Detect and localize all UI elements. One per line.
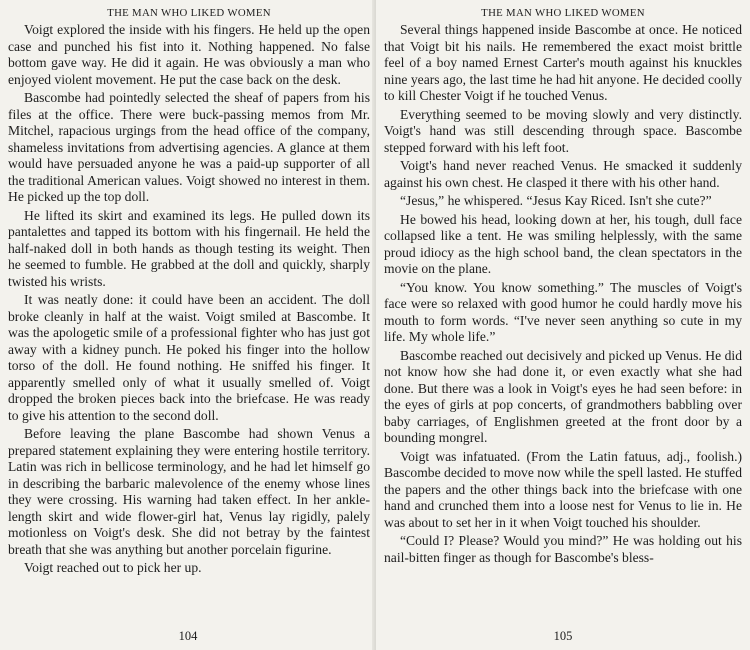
paragraph: Voigt explored the inside with his fingers. He held up the open case and punched his fist into it. Nothing happened. No false bottom gave way. He did it again. He was obviously a man who enjoyed violent movement. He put the case back on the desk.: [8, 22, 370, 87]
paragraph: He bowed his head, looking down at her, his tough, dull face collapsed like a tent. He was smiling helplessly, with the same proud idiocy as the high school band, the clean spectators in the movie on the plane.: [384, 211, 742, 276]
right-page-body: [384, 22, 742, 566]
paragraph: Voigt was infatuated. (From the Latin fatuus, adj., foolish.) Bascombe decided to move now while the spell lasted. He stuffed the papers and the other things back into the briefcase with one hand and crunched them into a loose nest for Venus to lie in. He was about to set her in it when Voigt touched his shoulder.: [384, 448, 743, 530]
paragraph: Voigt's hand never reached Venus. He smacked it suddenly against his own chest. He clasped it there with his other hand.: [384, 158, 742, 190]
paragraph: “Could I? Please? Would you mind?” He was holding out his nail-bitten finger as though for Bascombe's bless-: [384, 533, 742, 565]
paragraph: Before leaving the plane Bascombe had shown Venus a prepared statement explaining they were entering hostile territory. Latin was rich in bellicose terminology, and he had let himself go in describing the barbaric malevolence of the enemy whose lines they were crossing. His warning had taken effect. In her ankle-length skirt and wide flower-girl hat, Venus lay rigidly, palely motionless on Voigt's desk. She did not betray by the faintest breath that she was anything but another porcelain figurine.: [8, 426, 370, 557]
paragraph: Everything seemed to be moving slowly and very distinctly. Voigt's hand was still descending through space. Bascombe stepped forward with his left foot.: [384, 106, 742, 155]
left-page-body: [8, 22, 370, 577]
paragraph: Voigt reached out to pick her up.: [24, 560, 202, 575]
paragraph: It was neatly done: it could have been an accident. The doll broke cleanly in half at the waist. Voigt smiled at Bascombe. It was the apologetic smile of a professional fighter who has just got away with a kidney punch. He poked his finger into the hollow torso of the doll. He found nothing. He sniffed his finger. It apparently smelled only of what it usually smelled of. Voigt dropped the broken pieces back into the briefcase. He was ready to give his attention to the second doll.: [8, 292, 370, 423]
running-head-left: THE MAN WHO LIKED WOMEN: [107, 7, 271, 19]
running-head-right: THE MAN WHO LIKED WOMEN: [481, 7, 645, 19]
paragraph: “You know. You know something.” The muscles of Voigt's face were so relaxed with good humor he could hardly move his mouth to form words. “I've never seen anything so cute in my life. My whole life.”: [384, 279, 742, 344]
right-page: [376, 0, 750, 650]
paragraph: Bascombe reached out decisively and picked up Venus. He did not know how she had done it, or even exactly what she had done. But there was a look in Voigt's eyes he had seen before: in the eyes of girls at pop concerts, of grandmothers babbling over baby carriages, of Englishmen greeted at the front door by a bounding mongrel.: [384, 347, 742, 445]
paragraph: Several things happened inside Bascombe at once. He noticed that Voigt bit his nails. He remembered the exact moist brittle feel of a boy named Ernest Carter's mouth against his knuckles nine years ago, the last time he had hit anyone. He decided coolly to kill Chester Voigt if he touched Venus.: [384, 22, 742, 103]
paragraph: Bascombe had pointedly selected the sheaf of papers from his files at the office. There were buck-passing memos from Mr. Mitchel, rapacious urgings from the head office of the company, shameless invitations from advertising agencies. A glance at them would have persuaded anyone he was a paid-up supporter of all the traditional American values. Voigt showed no interest in them. He picked up the top doll.: [8, 90, 370, 204]
paragraph: “Jesus,” he whispered. “Jesus Kay Riced. Isn't she cute?”: [400, 193, 712, 208]
paragraph: He lifted its skirt and examined its legs. He pulled down its pantalettes and tapped its bottom with his fingernail. He held the half-naked doll in both hands as though testing its weight. Then he seemed to fumble. He grabbed at the doll and quickly, sharply twisted his wrists.: [8, 207, 370, 289]
page-number-left: 104: [178, 629, 198, 643]
page-number-right: 105: [553, 629, 573, 643]
